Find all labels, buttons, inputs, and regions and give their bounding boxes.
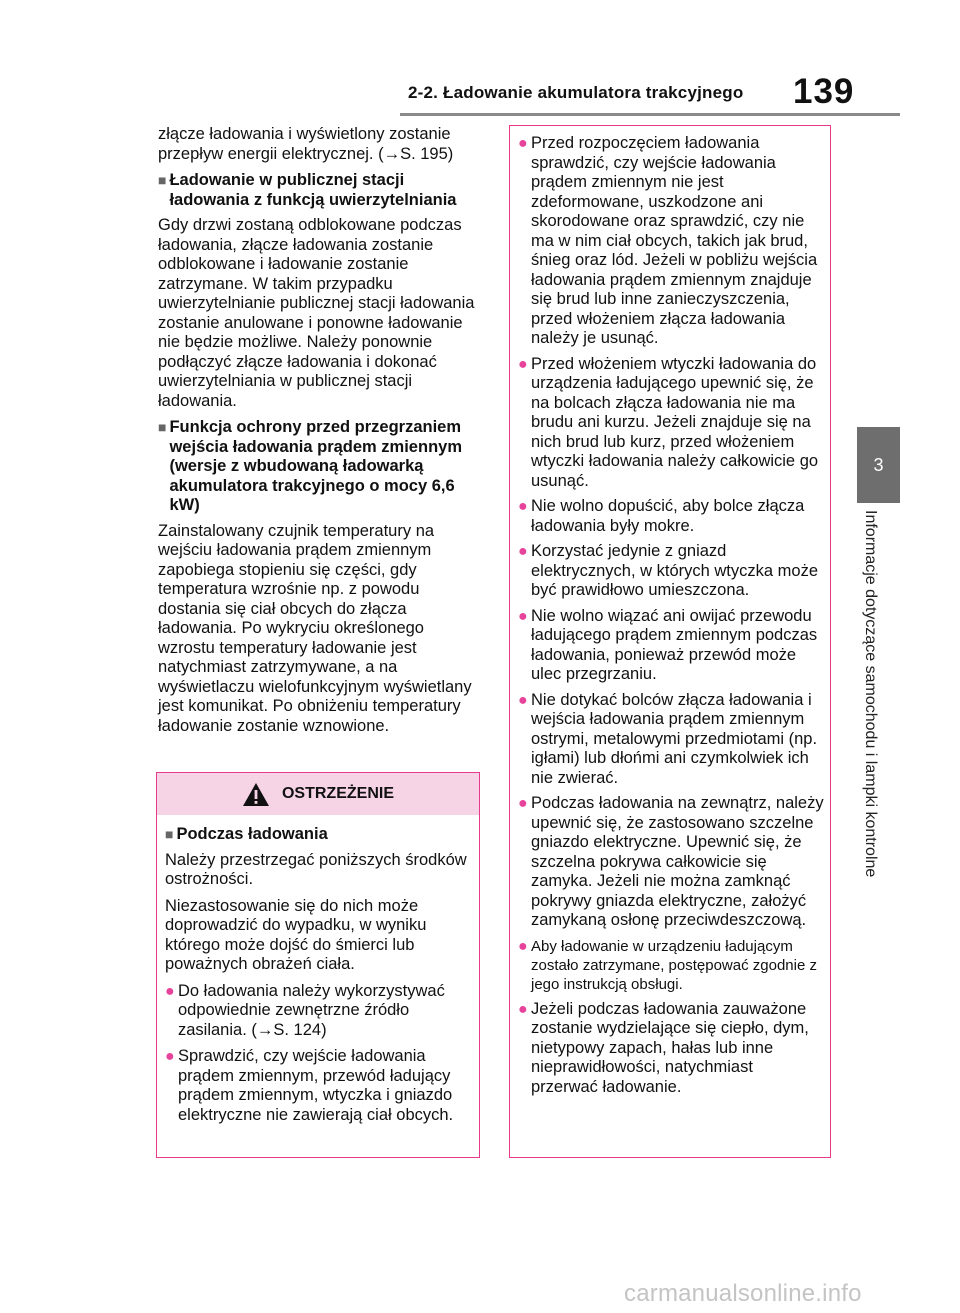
- left-column: [158, 125, 480, 743]
- section-body-public-charging: Gdy drzwi zostaną odblokowane podczas ładowania, złącze ładowania zostanie odblokowane i ładowanie zostanie zatrzymane. W takim przypadku uwierzytelnianie publicznej stacji ładowania zostanie anulowane i ponowne ładowanie nie będzie możliwe. Należy ponownie podłączyć złącze ładowania i dokonać uwierzytelniania w publicznej stacji ładowania.: [158, 216, 475, 410]
- square-bullet-icon: ■: [158, 172, 167, 188]
- square-bullet-icon: ■: [165, 826, 174, 842]
- pink-dot-icon: ●: [518, 498, 528, 515]
- warning-bullet: [165, 982, 471, 1041]
- pink-dot-icon: ●: [518, 937, 528, 955]
- warning-bullet: [518, 794, 824, 931]
- warning-bullet-text: Aby ładowanie w urządzeniu ładującym zostało zatrzymane, postępować zgodnie z jego instrukcją obsługi.: [531, 937, 817, 993]
- pink-dot-icon: ●: [518, 691, 528, 709]
- warning-bullet-text: Przed rozpoczęciem ładowania sprawdzić, czy wejście ładowania prądem zmiennym nie jest zdeformowane, uszkodzone ani skorodowane oraz sprawdzić, czy nie ma w nim ciał obcych, takich jak brud, śnieg oraz lód. Jeżeli w pobliżu wejścia ładowania prądem zmiennym znajduje się brud lub inne zanieczyszczenia, przed włożeniem złącza ładowania należy je usunąć.: [531, 134, 818, 347]
- chapter-title: Informacje dotyczące samochodu i lampki kontrolne: [862, 510, 879, 878]
- warning-bullet: [165, 1047, 471, 1125]
- section-heading-overheat-protection: [158, 418, 480, 516]
- warning-bullet-text: Nie wolno wiązać ani owijać przewodu ładującego prądem zmiennym podczas ładowania, ponieważ przewód może ulec przegrzaniu.: [531, 606, 818, 683]
- warning-paragraph: Należy przestrzegać poniższych środków ostrożności.: [165, 850, 467, 888]
- section-heading-text: Funkcja ochrony przed przegrzaniem wejścia ładowania prądem zmiennym (wersje z wbudowaną ładowarką akumulatora trakcyjnego o mocy 6,6 kW): [169, 418, 462, 514]
- intro-paragraph: złącze ładowania i wyświetlony zostanie przepływ energii elektrycznej. (→S. 195): [158, 125, 454, 163]
- warning-bullet: [518, 607, 824, 685]
- warning-bullet-text: Korzystać jedynie z gniazd elektrycznych, w których wtyczka może być prawidłowo umieszczona.: [531, 542, 818, 599]
- header-rule: [400, 113, 900, 116]
- warning-bullet-text: Sprawdzić, czy wejście ładowania prądem zmiennym, przewód ładujący prądem zmiennym, wtyczka i gniazdo elektryczne nie zawierają ciał obcych.: [178, 1047, 454, 1124]
- warning-paragraph: Niezastosowanie się do nich może doprowadzić do wypadku, w wyniku którego może dojść do śmierci lub poważnych obrażeń ciała.: [165, 896, 427, 973]
- warning-bullet-text: Do ładowania należy wykorzystywać odpowiednie zewnętrzne źródło zasilania. (→S. 124): [178, 981, 445, 1039]
- watermark: carmanualsonline.info: [624, 1280, 862, 1307]
- warning-bullet: [518, 497, 824, 536]
- warning-bullet: [518, 542, 824, 601]
- warning-continuation-box: [509, 125, 831, 1158]
- section-title: 2-2. Ładowanie akumulatora trakcyjnego: [408, 83, 744, 102]
- warning-label: OSTRZEŻENIE: [281, 785, 394, 802]
- pink-dot-icon: ●: [518, 607, 528, 625]
- warning-subheading: [165, 825, 471, 845]
- warning-bullet: [518, 937, 824, 994]
- pink-dot-icon: ●: [165, 982, 175, 1000]
- chapter-tab: [857, 427, 900, 503]
- warning-subheading-text: Podczas ładowania: [176, 825, 328, 843]
- warning-continuation-body: [510, 126, 830, 1097]
- pink-dot-icon: ●: [518, 1000, 528, 1018]
- warning-bullet-text: Nie wolno dopuścić, aby bolce złącza ładowania były mokre.: [531, 497, 805, 535]
- section-heading-public-charging: [158, 171, 480, 210]
- warning-box: [156, 772, 480, 1158]
- pink-dot-icon: ●: [518, 543, 528, 560]
- section-body-overheat-protection: Zainstalowany czujnik temperatury na wejściu ładowania prądem zmiennym zapobiega stopieniu się części, gdy temperatura wzrośnie np. z powodu dostania się ciał obcych do złącza ładowania. Po wykryciu określonego wzrostu temperatury ładowanie jest natychmiast zatrzymywane, a na wyświetlaczu wielofunkcyjnym wyświetlany jest komunikat. Po obniżeniu temperatury ładowanie zostanie wznowione.: [158, 521, 472, 735]
- warning-bullet-text: Jeżeli podczas ładowania zauważone zostanie wydzielające się ciepło, dym, nietypowy zapach, hałas lub inne nieprawidłowości, natychmiast przerwać ładowanie.: [531, 999, 809, 1096]
- section-heading-text: Ładowanie w publicznej stacji ładowania z funkcją uwierzytelniania: [169, 171, 457, 209]
- warning-bullet: [518, 691, 824, 789]
- square-bullet-icon: ■: [158, 419, 167, 435]
- chapter-number: 3: [873, 454, 884, 475]
- pink-dot-icon: ●: [518, 135, 528, 152]
- pink-dot-icon: ●: [165, 1048, 175, 1065]
- warning-bullet: [518, 1000, 824, 1098]
- pink-dot-icon: ●: [518, 355, 528, 373]
- warning-header: [157, 773, 479, 815]
- warning-bullet-text: Nie dotykać bolców złącza ładowania i wejścia ładowania prądem zmiennym ostrymi, metalowymi przedmiotami (np. igłami) lub dłońmi ani czymkolwiek ich nie zwierać.: [531, 690, 818, 787]
- warning-body: [157, 815, 479, 1125]
- pink-dot-icon: ●: [518, 795, 528, 812]
- warning-bullet-text: Podczas ładowania na zewnątrz, należy upewnić się, że zastosowano szczelne gniazdo elektryczne. Upewnić się, że szczelna pokrywa całkowicie się zamyka. Jeżeli nie można zamknąć pokrywy gniazda elektryczne, założyć zamykaną osłonę przeciwdeszczową.: [531, 794, 824, 929]
- warning-triangle-icon: [242, 782, 270, 807]
- warning-bullet-text: Przed włożeniem wtyczki ładowania do urządzenia ładującego upewnić się, że na bolcach złącza ładowania nie ma brudu ani kurzu. Jeżeli znajduje się na nich brud lub kurz, przed włożeniem wtyczki ładowania należy całkowicie go usunąć.: [531, 354, 819, 490]
- warning-bullet: [518, 134, 824, 349]
- page-number: 139: [793, 72, 855, 111]
- warning-bullet: [518, 355, 824, 492]
